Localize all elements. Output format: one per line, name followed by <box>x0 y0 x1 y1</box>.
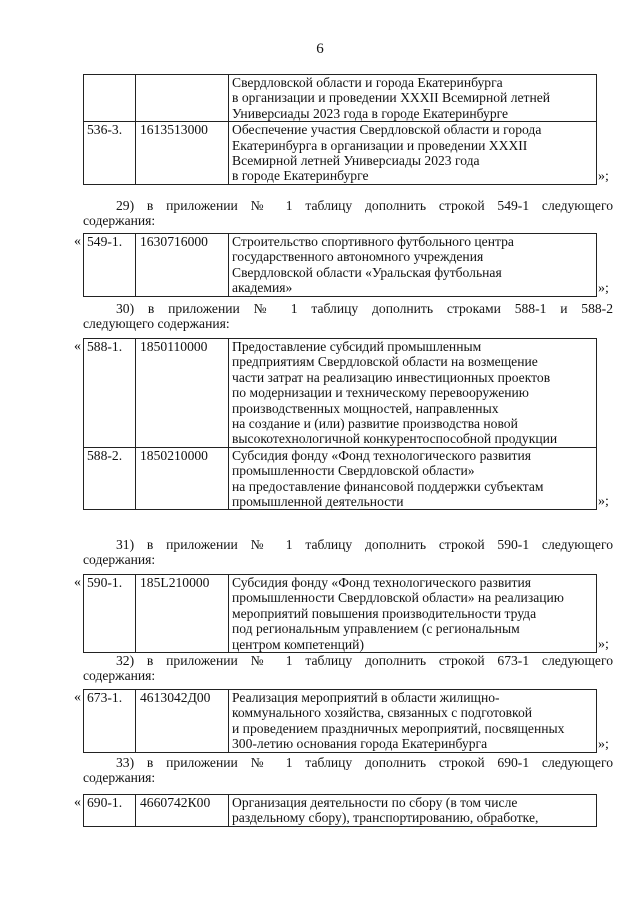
target-code: 1850210000 <box>136 447 229 510</box>
amendment-paragraph <box>83 755 613 786</box>
row-description <box>229 795 597 827</box>
description-line: промышленности Свердловской области» <box>232 463 475 479</box>
description-line: Обеспечение участия Свердловской области и города <box>232 122 542 138</box>
appendix-table <box>83 574 597 653</box>
table-row <box>84 339 597 448</box>
appendix-table <box>83 794 597 827</box>
row-number: 690-1. <box>84 795 136 827</box>
paragraph-line: 30) в приложении № 1 таблицу дополнить строками 588-1 и 588-2 <box>116 301 613 316</box>
description-line: на создание и (или) развитие производства новой <box>232 416 518 432</box>
row-number: 590-1. <box>84 575 136 653</box>
paragraph-line: 29) в приложении № 1 таблицу дополнить строкой 549-1 следующего <box>116 198 613 213</box>
table-row <box>84 234 597 297</box>
description-line: государственного автономного учреждения <box>232 249 484 265</box>
table-row <box>84 795 597 827</box>
row-number <box>84 75 136 122</box>
description-line: Свердловской области и города Екатеринбурга <box>232 75 503 90</box>
row-description <box>229 339 597 448</box>
amendment-paragraph <box>83 653 613 684</box>
description-line: Всемирной летней Универсиады 2023 года <box>232 153 480 169</box>
target-code: 1613513000 <box>136 122 229 185</box>
row-number: 588-1. <box>84 339 136 448</box>
opening-quote: « <box>74 690 81 705</box>
description-line: коммунального хозяйства, связанных с подготовкой <box>232 705 533 721</box>
description-line: под региональным управлением (с региональным <box>232 621 520 637</box>
paragraph-line: следующего содержания: <box>83 316 230 332</box>
description-line: Предоставление субсидий промышленным <box>232 339 482 354</box>
paragraph-line: содержания: <box>83 770 156 786</box>
description-line: 300-летию основания города Екатеринбурга <box>232 736 488 752</box>
description-line: промышленности Свердловской области» на реализацию <box>232 590 564 606</box>
paragraph-line: содержания: <box>83 668 156 684</box>
opening-quote: « <box>74 795 81 810</box>
row-description <box>229 575 597 653</box>
target-code: 4660742К00 <box>136 795 229 827</box>
paragraph-line: 32) в приложении № 1 таблицу дополнить строкой 673-1 следующего <box>116 653 613 668</box>
description-line: Свердловской области «Уральская футбольная <box>232 264 502 280</box>
description-line: раздельному сбору), транспортированию, обработке, <box>232 810 539 826</box>
amendment-paragraph <box>83 301 613 332</box>
description-line: в организации и проведении XXXII Всемирной летней <box>232 90 551 106</box>
amendment-paragraph <box>83 537 613 568</box>
description-line: части затрат на реализацию инвестиционных проектов <box>232 369 551 385</box>
description-line: производственных мощностей, направленных <box>232 400 499 416</box>
description-line: промышленной деятельности <box>232 494 404 510</box>
description-line: в городе Екатеринбурге <box>232 168 369 184</box>
row-description <box>229 447 597 510</box>
paragraph-line: 33) в приложении № 1 таблицу дополнить строкой 690-1 следующего <box>116 755 613 770</box>
description-line: на предоставление финансовой поддержки субъектам <box>232 478 544 494</box>
description-line: высокотехнологичной конкурентоспособной продукции <box>232 431 558 447</box>
appendix-table <box>83 689 597 753</box>
closing-quote: »; <box>598 168 609 184</box>
opening-quote: « <box>74 339 81 354</box>
target-code: 185L210000 <box>136 575 229 653</box>
description-line: и проведением праздничных мероприятий, посвященных <box>232 720 565 736</box>
target-code <box>136 75 229 122</box>
description-line: Реализация мероприятий в области жилищно- <box>232 690 500 705</box>
opening-quote: « <box>74 575 81 590</box>
row-description <box>229 234 597 297</box>
description-line: по модернизации и техническому перевооружению <box>232 385 529 401</box>
description-line: Екатеринбурга в организации и проведении XXXII <box>232 137 528 153</box>
target-code: 1630716000 <box>136 234 229 297</box>
description-line: академия» <box>232 280 293 296</box>
target-code: 1850110000 <box>136 339 229 448</box>
description-line: Организация деятельности по сбору (в том числе <box>232 795 518 810</box>
table-row <box>84 447 597 510</box>
description-line: Субсидия фонду «Фонд технологического развития <box>232 447 531 463</box>
row-number: 536-3. <box>84 122 136 185</box>
appendix-table <box>83 74 597 185</box>
description-line: предприятиям Свердловской области на возмещение <box>232 354 538 370</box>
closing-quote: »; <box>598 494 609 510</box>
row-number: 549-1. <box>84 234 136 297</box>
description-line: Субсидия фонду «Фонд технологического развития <box>232 575 531 590</box>
closing-quote: »; <box>598 280 609 296</box>
paragraph-line: 31) в приложении № 1 таблицу дополнить строкой 590-1 следующего <box>116 537 613 552</box>
description-line: мероприятий повышения производительности труда <box>232 605 537 621</box>
amendment-paragraph <box>83 198 613 229</box>
target-code: 4613042Д00 <box>136 690 229 753</box>
description-line: Универсиады 2023 года в городе Екатеринбурге <box>232 105 509 121</box>
row-description <box>229 690 597 753</box>
description-line: центром компетенций) <box>232 636 364 652</box>
row-number: 673-1. <box>84 690 136 753</box>
paragraph-line: содержания: <box>83 552 156 568</box>
opening-quote: « <box>74 234 81 249</box>
row-number: 588-2. <box>84 447 136 510</box>
description-line: Строительство спортивного футбольного центра <box>232 234 514 249</box>
row-description <box>229 75 597 122</box>
row-description <box>229 122 597 185</box>
closing-quote: »; <box>598 736 609 752</box>
appendix-table <box>83 233 597 297</box>
table-row <box>84 575 597 653</box>
table-row <box>84 75 597 122</box>
appendix-table <box>83 338 597 510</box>
table-row <box>84 690 597 753</box>
paragraph-line: содержания: <box>83 213 156 229</box>
closing-quote: »; <box>598 637 609 653</box>
table-row <box>84 122 597 185</box>
page-number: 6 <box>316 41 324 57</box>
